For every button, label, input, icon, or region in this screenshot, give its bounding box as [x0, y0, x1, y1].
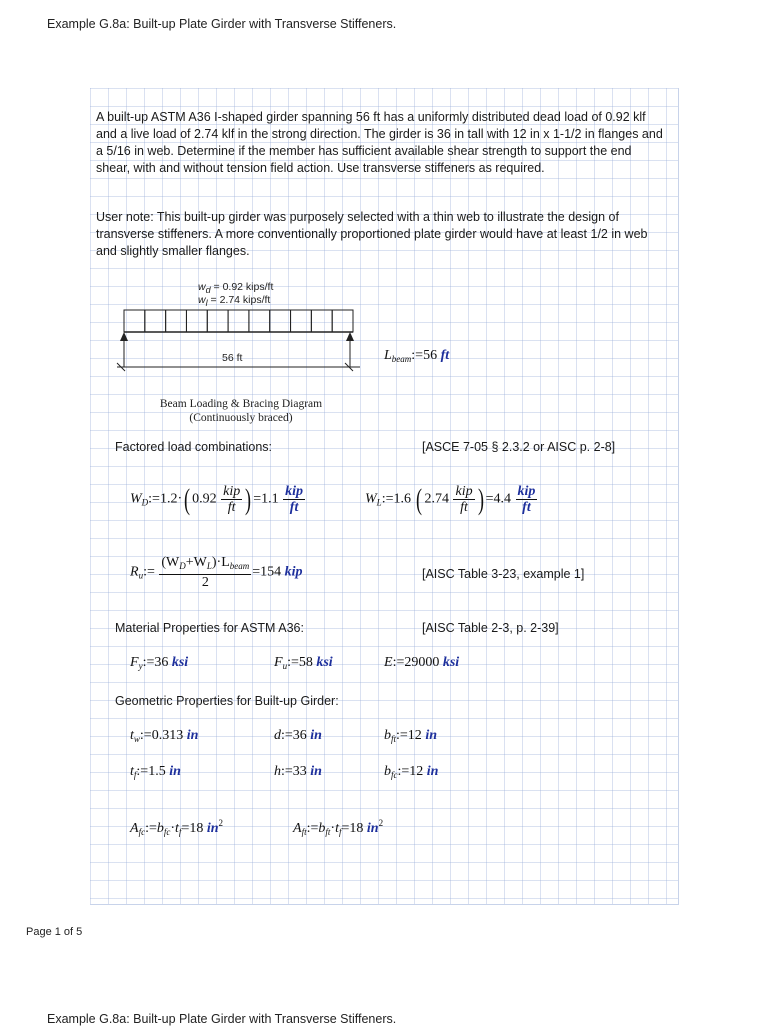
dead-load-label: wd = 0.92 kips/ft — [198, 281, 274, 295]
load-box — [228, 310, 249, 332]
load-box — [311, 310, 332, 332]
load-box — [249, 310, 270, 332]
load-box — [207, 310, 228, 332]
span-label: 56 ft — [222, 352, 243, 364]
h-definition: h:=33 in — [274, 764, 322, 779]
ru-reference: [AISC Table 3-23, example 1] — [422, 567, 585, 581]
right-support-arrow — [346, 332, 354, 341]
wl-equation: $W_L:=1.6$ ( 2.74 $\frac{\text{kip}}{ft}$ ) =4.4 $\frac{\text{kip}}{ft}$ — [365, 482, 536, 516]
load-box — [186, 310, 207, 332]
live-load-label: wl = 2.74 kips/ft — [198, 294, 271, 308]
load-box — [332, 310, 353, 332]
e-definition: E:=29000 ksi — [384, 655, 460, 670]
load-box — [145, 310, 166, 332]
ru-equation: $R_u:=$ $\frac{(W_D+W_L)\cdot L_{beam}}{2}$ =154 kip — [130, 555, 303, 590]
diagram-caption — [140, 397, 342, 425]
intro-paragraph: A built-up ASTM A36 I-shaped girder spanning 56 ft has a uniformly distributed dead load of 0.92 klf and a live load of 2.74 klf in the strong direction. The girder is 36 in tall with 12 in x 1-1/2 in flanges and a 5/16 in web. Determine if the member has sufficient available shear strength to support the end shear, with and without tension field action. Use transverse stiffeners as required. — [96, 110, 663, 175]
material-heading: Material Properties for ASTM A36: — [115, 621, 304, 635]
load-box — [166, 310, 187, 332]
distributed-load-boxes — [124, 310, 353, 332]
next-page-header-title: Example G.8a: Built-up Plate Girder with Transverse Stiffeners. — [47, 1012, 397, 1026]
fu-definition: $F_u:=58$ ksi — [274, 655, 333, 671]
aft-equation: $A_{ft}:=b_{ft}\cdot t_f=18$ $in^2$ — [293, 818, 384, 837]
d-definition: d:=36 in — [274, 728, 322, 743]
load-box — [270, 310, 291, 332]
bft-definition: $b_{ft}:=12$ in — [384, 728, 437, 744]
factored-load-heading: Factored load combinations: — [115, 440, 273, 454]
tw-definition: $t_w:=0.313$ in — [130, 728, 199, 744]
tf-definition: $t_f:=1.5$ in — [130, 764, 181, 780]
caption-line-2: (Continuously braced) — [189, 412, 293, 424]
page-header-title: Example G.8a: Built-up Plate Girder with Transverse Stiffeners. — [47, 17, 397, 31]
factored-load-reference: [ASCE 7-05 § 2.3.2 or AISC p. 2-8] — [422, 440, 616, 454]
fy-definition: $F_y:=36$ ksi — [130, 655, 189, 671]
lbeam-definition: $L_{beam}:=56$ ft — [384, 348, 450, 364]
left-support-arrow — [120, 332, 128, 341]
bfc-definition: $b_{fc}:=12$ in — [384, 764, 439, 780]
page-number: Page 1 of 5 — [26, 926, 83, 938]
user-note-paragraph: User note: This built-up girder was purposely selected with a thin web to illustrate the design of transverse stiffeners. A more conventionally proportioned plate girder would have at least 1/2 in web and slightly smaller flanges. — [96, 210, 648, 258]
wd-equation: $W_D:=1.2\cdot$( 0.92 $\frac{\text{kip}}{ft}$ ) =1.1 $\frac{\text{kip}}{ft}$ — [130, 482, 304, 516]
material-reference: [AISC Table 2-3, p. 2-39] — [422, 621, 559, 635]
beam-loading-diagram — [112, 305, 368, 379]
load-box — [124, 310, 145, 332]
geometric-heading: Geometric Properties for Built-up Girder: — [115, 694, 339, 708]
load-box — [291, 310, 312, 332]
afc-equation: $A_{fc}:=b_{fc}\cdot t_f=18$ $in^2$ — [130, 818, 224, 837]
caption-line-1: Beam Loading & Bracing Diagram — [159, 398, 323, 410]
